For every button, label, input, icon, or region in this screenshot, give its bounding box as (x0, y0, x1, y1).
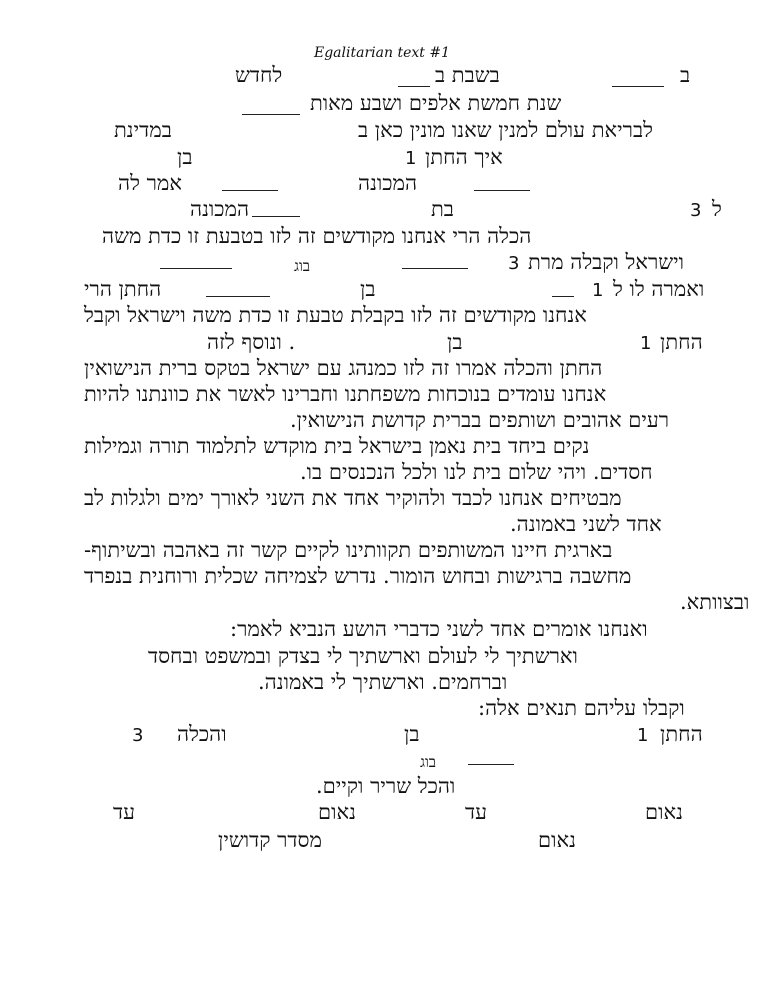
line-1-b: ב (680, 63, 691, 87)
line-11-b: בן (447, 330, 463, 354)
signature-neum-3: נאום (538, 828, 576, 852)
blank-field[interactable] (222, 190, 278, 191)
blank-field[interactable] (398, 86, 430, 87)
blank-field[interactable] (206, 296, 270, 297)
blank-field[interactable] (468, 764, 514, 765)
blank-field[interactable] (242, 114, 300, 115)
line-11-num: 1 (640, 333, 652, 354)
signature-ed-2: עד (113, 800, 135, 824)
line-6-c: המכונה (190, 197, 250, 221)
line-25: וקבלו עליהם תנאים אלה: (478, 696, 685, 720)
line-26-a: החתן (660, 722, 703, 746)
line-5-a: המכונה (358, 171, 418, 195)
line-12: החתן והכלה אמרו זה לזו כמנהג עם ישראל בטקס ברית הנישואין (84, 356, 603, 380)
line-18: אחד לשני באמונה. (510, 512, 662, 536)
line-26-num1: 1 (637, 725, 649, 746)
line-23: וארשתיך לי לעולם וארשתיך לי בצדק ובמשפט ובחסד (148, 644, 578, 668)
line-1-lechodesh: לחדש (235, 63, 283, 87)
line-19: בארגית חיינו המשותפים תקוותינו לקיים קשר זה באהבה ובשיתוף- (84, 538, 613, 562)
line-6-num: 3 (690, 200, 702, 221)
blank-field[interactable] (552, 296, 574, 297)
line-20: מחשבה ברגישות ובחוש הומור. נדרש לצמיחה שכלית ורוחנית בנפרד (84, 564, 632, 588)
line-15: נקים ביחד בית נאמן בישראל בית מוקדש לתלמוד תורה וגמילות (84, 434, 590, 458)
document-title: Egalitarian text #1 (314, 45, 450, 61)
signature-neum-1: נאום (645, 800, 683, 824)
line-28: והכל שריר וקיים. (316, 774, 456, 798)
line-6-l: ל (712, 197, 722, 221)
line-9-c: החתן הרי (84, 277, 162, 301)
blank-field[interactable] (160, 268, 232, 269)
line-1-beshabbat: בשבת ב (435, 63, 500, 87)
line-3-b: במדינת (114, 118, 172, 142)
line-11-a: החתן (660, 330, 703, 354)
signature-ed-1: עד (465, 800, 487, 824)
line-4-a: איך החתן (425, 145, 503, 169)
line-2: שנת חמשת אלפים ושבע מאות (310, 91, 562, 115)
blank-field[interactable] (252, 216, 300, 217)
line-9-b: בן (360, 277, 376, 301)
blank-field[interactable] (402, 268, 468, 269)
line-26-num2: 3 (132, 725, 144, 746)
line-8-num: 3 (508, 253, 520, 274)
line-22: ואנחנו אומרים אחד לשני כדברי הושע הנביא לאמר: (230, 617, 648, 641)
line-9-num: 1 (592, 280, 604, 301)
line-21: ובצוותא. (680, 590, 750, 614)
signature-mesader: מסדר קדושין (218, 828, 322, 852)
signature-neum-2: נאום (318, 800, 356, 824)
line-17: מבטיחים אנחנו לכבד ולהוקיר אחד את השני לאורך ימים ולגלות לב (84, 486, 622, 510)
line-6-bat: בת (431, 197, 454, 221)
line-16: חסדים. ויהי שלום בית לנו ולכל הנכנסים בו. (300, 460, 653, 484)
line-5-b: אמר לה (118, 171, 182, 195)
line-4-num: 1 (405, 148, 417, 169)
blank-field[interactable] (474, 190, 530, 191)
line-3-a: לבריאת עולם למנין שאנו מונין כאן ב (358, 118, 653, 142)
line-13: אנחנו עומדים בנוכחות משפחתנו וחברינו לאשר את כוונתנו להיות (84, 382, 607, 406)
line-27: בוג (420, 753, 437, 771)
line-7: הכלה הרי אנחנו מקודשים זה לזו בטבעת זו כדת משה (102, 224, 532, 248)
line-9-a: ואמרה לו ל (613, 277, 705, 301)
line-24: וברחמים. וארשתיך לי באמונה. (258, 670, 508, 694)
line-4-b: בן (177, 145, 193, 169)
line-11-c: . ונוסף לזה (207, 330, 296, 354)
line-8-b: בוג (294, 257, 311, 275)
line-10: אנחנו מקודשים זה לזו בקבלת טבעת זו כדת משה וישראל וקבל (84, 303, 587, 327)
line-8-a: וישראל וקבלה מרת (528, 250, 685, 274)
blank-field[interactable] (612, 86, 664, 87)
line-14: רעים אהובים ושותפים בברית קדושת הנישואין. (290, 408, 670, 432)
line-26-c: והכלה (177, 722, 227, 746)
line-26-b: בן (404, 722, 420, 746)
